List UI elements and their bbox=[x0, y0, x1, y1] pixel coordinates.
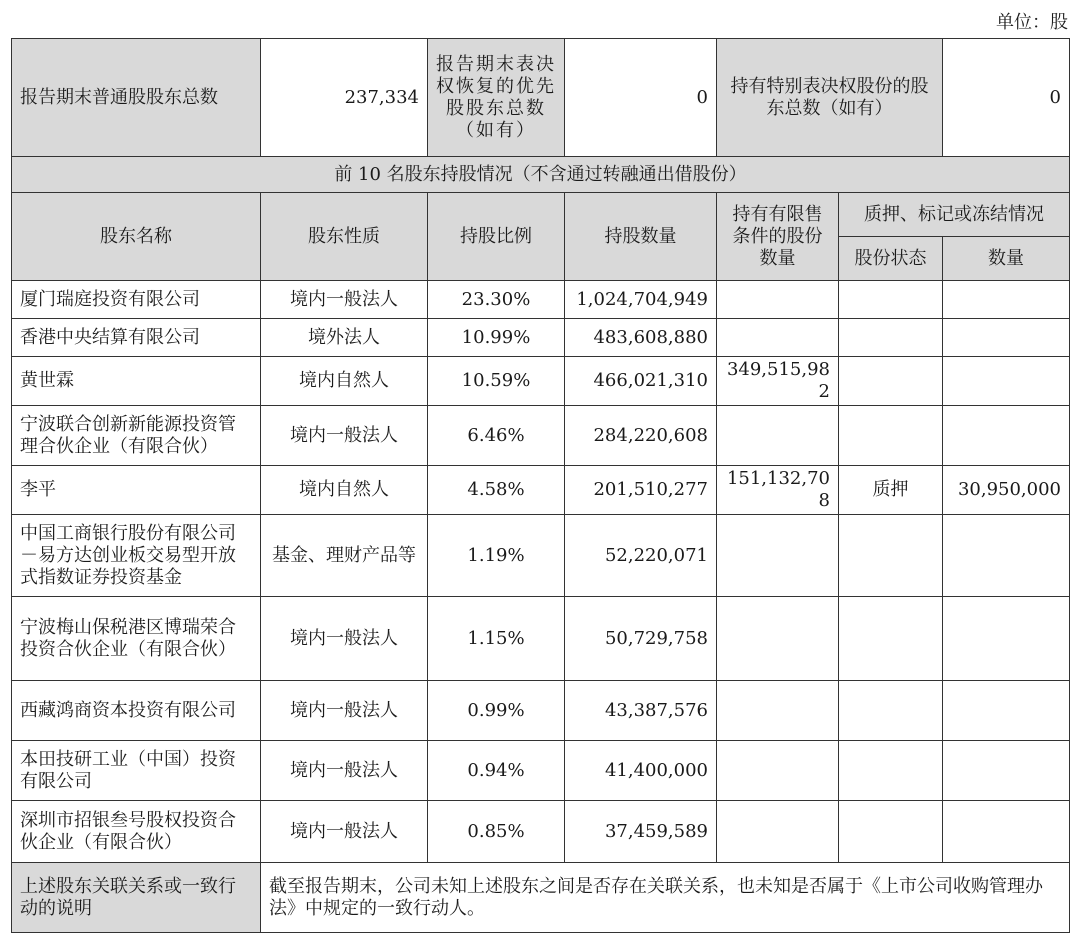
pledged-quantity bbox=[943, 281, 1070, 319]
holding-quantity: 41,400,000 bbox=[565, 741, 717, 801]
unit-label: 单位：股 bbox=[996, 12, 1068, 33]
holding-ratio: 0.99% bbox=[428, 681, 565, 741]
holding-ratio: 10.59% bbox=[428, 357, 565, 406]
section-title: 前 10 名股东持股情况（不含通过转融通出借股份） bbox=[12, 157, 1070, 193]
restricted-shares bbox=[717, 406, 839, 466]
table-row bbox=[12, 357, 1070, 406]
shareholder-name: 李平 bbox=[12, 466, 261, 515]
pledge-status bbox=[839, 515, 943, 597]
header-pledge-status: 股份状态 bbox=[839, 237, 943, 281]
footer-row bbox=[12, 863, 1070, 933]
restricted-shares bbox=[717, 741, 839, 801]
header-pledge-qty: 数量 bbox=[943, 237, 1070, 281]
holding-ratio: 0.85% bbox=[428, 801, 565, 863]
shareholder-name: 厦门瑞庭投资有限公司 bbox=[12, 281, 261, 319]
table-row bbox=[12, 515, 1070, 597]
pledged-quantity bbox=[943, 319, 1070, 357]
table-row bbox=[12, 681, 1070, 741]
holding-ratio: 0.94% bbox=[428, 741, 565, 801]
header-row-1 bbox=[12, 193, 1070, 237]
header-quantity: 持股数量 bbox=[565, 193, 717, 281]
pledge-status bbox=[839, 801, 943, 863]
total-holders-value: 237,334 bbox=[261, 39, 428, 157]
shareholder-name: 香港中央结算有限公司 bbox=[12, 319, 261, 357]
pledged-quantity bbox=[943, 801, 1070, 863]
pledged-quantity bbox=[943, 741, 1070, 801]
restricted-shares bbox=[717, 515, 839, 597]
holding-quantity: 43,387,576 bbox=[565, 681, 717, 741]
holding-quantity: 1,024,704,949 bbox=[565, 281, 717, 319]
special-holders-label: 持有特别表决权股份的股东总数（如有） bbox=[717, 39, 943, 157]
shareholder-name: 中国工商银行股份有限公司－易方达创业板交易型开放式指数证券投资基金 bbox=[12, 515, 261, 597]
shareholder-name: 黄世霖 bbox=[12, 357, 261, 406]
restricted-shares: 151,132,708 bbox=[717, 466, 839, 515]
holding-ratio: 1.15% bbox=[428, 597, 565, 681]
table-row bbox=[12, 406, 1070, 466]
shareholder-nature: 境内一般法人 bbox=[261, 281, 428, 319]
shareholder-table bbox=[11, 38, 1070, 933]
pledge-status bbox=[839, 319, 943, 357]
holding-ratio: 10.99% bbox=[428, 319, 565, 357]
pledged-quantity: 30,950,000 bbox=[943, 466, 1070, 515]
pledged-quantity bbox=[943, 681, 1070, 741]
shareholder-name: 宁波梅山保税港区博瑞荣合投资合伙企业（有限合伙） bbox=[12, 597, 261, 681]
holding-ratio: 4.58% bbox=[428, 466, 565, 515]
restricted-shares bbox=[717, 681, 839, 741]
header-nature: 股东性质 bbox=[261, 193, 428, 281]
pref-holders-value: 0 bbox=[565, 39, 717, 157]
pledged-quantity bbox=[943, 357, 1070, 406]
summary-row bbox=[12, 39, 1070, 157]
header-restricted: 持有有限售条件的股份数量 bbox=[717, 193, 839, 281]
pledge-status bbox=[839, 406, 943, 466]
shareholder-nature: 境内自然人 bbox=[261, 357, 428, 406]
table-row bbox=[12, 466, 1070, 515]
holding-ratio: 1.19% bbox=[428, 515, 565, 597]
restricted-shares bbox=[717, 801, 839, 863]
pledged-quantity bbox=[943, 406, 1070, 466]
pledge-status bbox=[839, 281, 943, 319]
shareholder-nature: 境内一般法人 bbox=[261, 681, 428, 741]
holding-ratio: 23.30% bbox=[428, 281, 565, 319]
pledge-status bbox=[839, 597, 943, 681]
holding-quantity: 466,021,310 bbox=[565, 357, 717, 406]
shareholder-nature: 境内一般法人 bbox=[261, 597, 428, 681]
pledge-status bbox=[839, 681, 943, 741]
holding-quantity: 50,729,758 bbox=[565, 597, 717, 681]
shareholder-name: 宁波联合创新新能源投资管理合伙企业（有限合伙） bbox=[12, 406, 261, 466]
shareholder-nature: 境内一般法人 bbox=[261, 406, 428, 466]
pref-holders-label: 报告期末表决权恢复的优先股股东总数（如有） bbox=[428, 39, 565, 157]
restricted-shares bbox=[717, 281, 839, 319]
section-title-row bbox=[12, 157, 1070, 193]
restricted-shares bbox=[717, 597, 839, 681]
shareholder-name: 本田技研工业（中国）投资有限公司 bbox=[12, 741, 261, 801]
shareholder-name: 西藏鸿商资本投资有限公司 bbox=[12, 681, 261, 741]
shareholder-nature: 境外法人 bbox=[261, 319, 428, 357]
pledged-quantity bbox=[943, 597, 1070, 681]
header-name: 股东名称 bbox=[12, 193, 261, 281]
footer-text: 截至报告期末，公司未知上述股东之间是否存在关联关系，也未知是否属于《上市公司收购管理办法》中规定的一致行动人。 bbox=[261, 863, 1070, 933]
table-row bbox=[12, 801, 1070, 863]
total-holders-label: 报告期末普通股股东总数 bbox=[12, 39, 261, 157]
table-row bbox=[12, 741, 1070, 801]
holding-quantity: 52,220,071 bbox=[565, 515, 717, 597]
holding-quantity: 201,510,277 bbox=[565, 466, 717, 515]
shareholder-nature: 境内一般法人 bbox=[261, 741, 428, 801]
shareholder-nature: 境内自然人 bbox=[261, 466, 428, 515]
table-row bbox=[12, 319, 1070, 357]
shareholder-nature: 境内一般法人 bbox=[261, 801, 428, 863]
holding-ratio: 6.46% bbox=[428, 406, 565, 466]
pledge-status bbox=[839, 357, 943, 406]
header-pledge-group: 质押、标记或冻结情况 bbox=[839, 193, 1070, 237]
table-row bbox=[12, 597, 1070, 681]
footer-label: 上述股东关联关系或一致行动的说明 bbox=[12, 863, 261, 933]
pledged-quantity bbox=[943, 515, 1070, 597]
restricted-shares: 349,515,982 bbox=[717, 357, 839, 406]
holding-quantity: 284,220,608 bbox=[565, 406, 717, 466]
holding-quantity: 483,608,880 bbox=[565, 319, 717, 357]
restricted-shares bbox=[717, 319, 839, 357]
shareholder-name: 深圳市招银叁号股权投资合伙企业（有限合伙） bbox=[12, 801, 261, 863]
header-ratio: 持股比例 bbox=[428, 193, 565, 281]
table-row bbox=[12, 281, 1070, 319]
special-holders-value: 0 bbox=[943, 39, 1070, 157]
holding-quantity: 37,459,589 bbox=[565, 801, 717, 863]
shareholder-nature: 基金、理财产品等 bbox=[261, 515, 428, 597]
pledge-status bbox=[839, 741, 943, 801]
pledge-status: 质押 bbox=[839, 466, 943, 515]
